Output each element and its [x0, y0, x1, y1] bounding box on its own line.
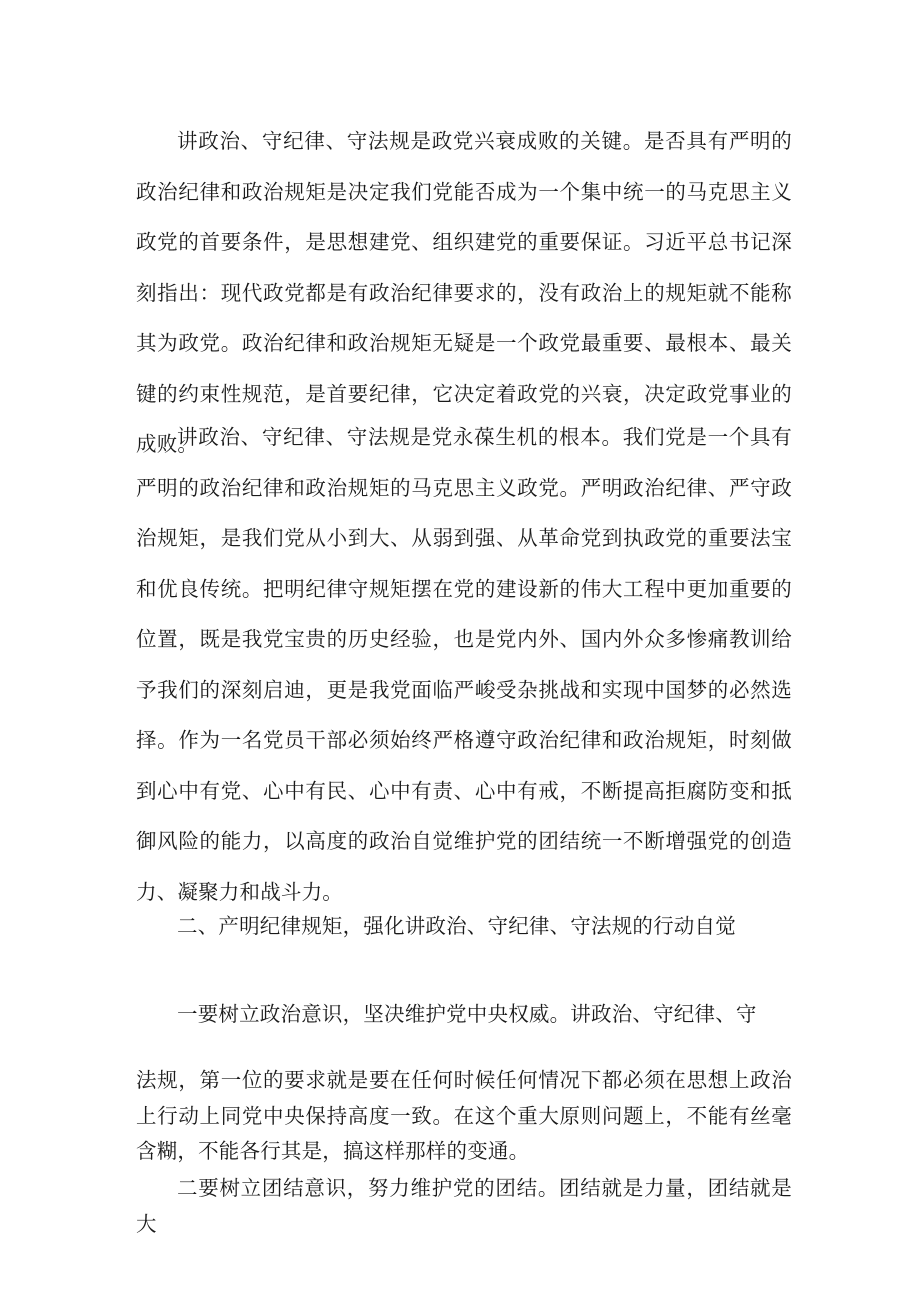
- section-heading-two: 二、产明纪律规矩，强化讲政治、守纪律、守法规的行动自觉: [177, 914, 736, 938]
- paragraph-political-awareness-continued: 法规，第一位的要求就是要在任何时候任何情况下都必须在思想上政治上行动上同党中央保持高度一致。在这个重大原则问题上，不能有丝毫含糊，不能各行其是，搞这样那样的变通。: [136, 1068, 792, 1163]
- paragraph-political-awareness: 一要树立政治意识，坚决维护党中央权威。讲政治、守纪律、守: [177, 1002, 757, 1026]
- paragraph-unity-awareness: 二要树立团结意识，努力维护党的团结。团结就是力量，团结就是大: [136, 1176, 792, 1236]
- paragraph-discipline-key: 讲政治、守纪律、守法规是政党兴衰成败的关键。是否具有严明的政治纪律和政治规矩是决定我们党能否成为一个集中统一的马克思主义政党的首要条件，是思想建党、组织建党的重要保证。习近平总书记深刻指出：现代政党都是有政治纪律要求的，没有政治上的规矩就不能称其为政党。政治纪律和政治规矩无疑是一个政党最重要、最根本、最关键的约束性规范，是首要纪律，它决定着政党的兴衰，决定政党事业的成败。: [136, 129, 792, 456]
- paragraph-party-vitality: 讲政治、守纪律、守法规是党永葆生机的根本。我们党是一个具有严明的政治纪律和政治规矩的马克思主义政党。严明政治纪律、严守政治规矩，是我们党从小到大、从弱到强、从革命党到执政党的重要法宝和优良传统。把明纪律守规矩摆在党的建设新的伟大工程中更加重要的位置，既是我党宝贵的历史经验，也是党内外、国内外众多惨痛教训给予我们的深刻启迪，更是我党面临严峻受杂挑战和实现中国梦的必然选择。作为一名党员干部必须始终严格遵守政治纪律和政治规矩，时刻做到心中有党、心中有民、心中有责、心中有戒，不断提高拒腐防变和抵御风险的能力，以高度的政治自觉维护党的团结统一不断增强党的创造力、凝聚力和战斗力。: [136, 425, 792, 904]
